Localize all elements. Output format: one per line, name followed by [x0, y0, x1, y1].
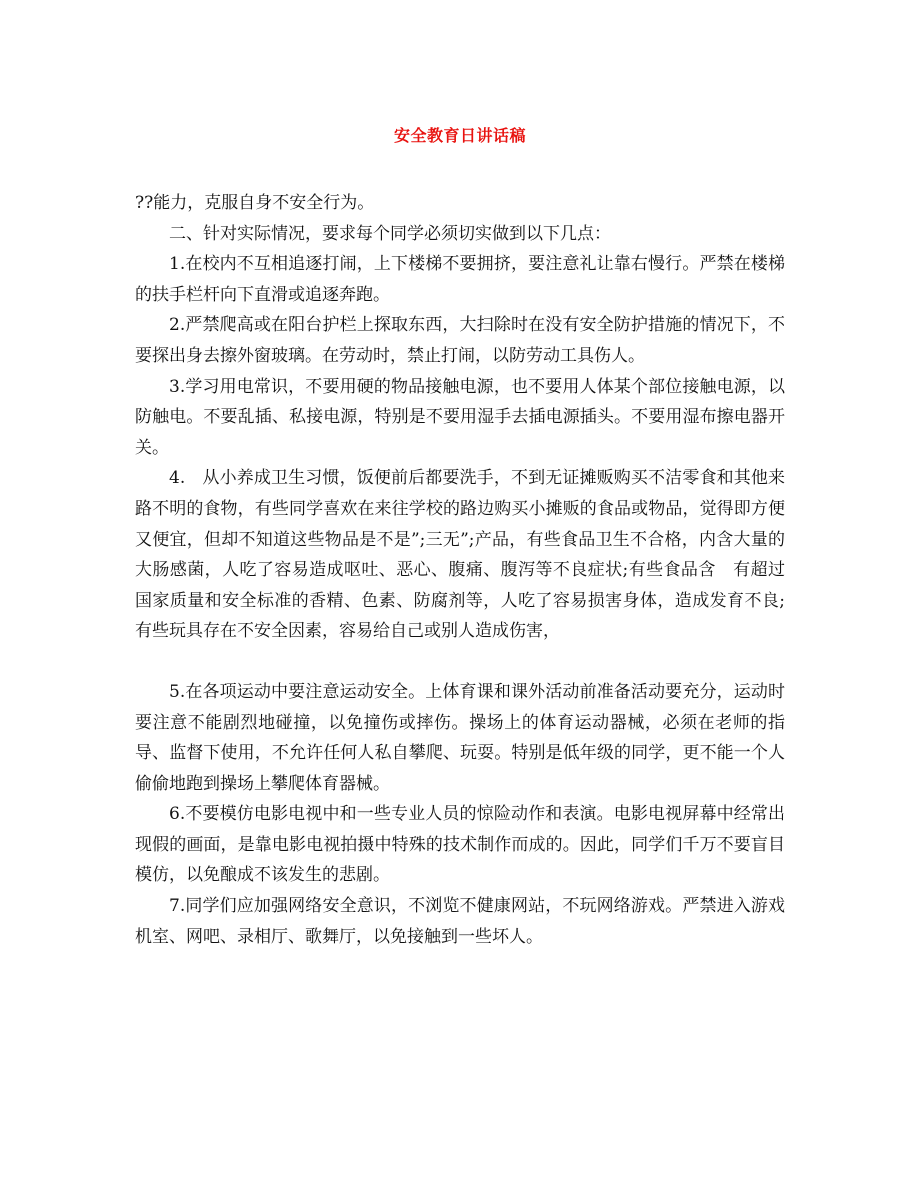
paragraph-item-6: 6.不要模仿电影电视中和一些专业人员的惊险动作和表演。电影电视屏幕中经常出现假的画面，是靠电影电视拍摄中特殊的技术制作而成的。因此，同学们千万不要盲目模仿，以免酿成不该发生的悲剧。: [135, 804, 785, 886]
paragraph-item-7: 7.同学们应加强网络安全意识，不浏览不健康网站，不玩网络游戏。严禁进入游戏机室、网吧、录相厅、歌舞厅，以免接触到一些坏人。: [135, 896, 785, 947]
paragraph-item-1: 1.在校内不互相追逐打闹，上下楼梯不要拥挤，要注意礼让靠右慢行。严禁在楼梯的扶手栏杆向下直滑或追逐奔跑。: [135, 254, 785, 305]
paragraph-intro: ??能力，克服自身不安全行为。: [135, 193, 375, 213]
paragraph-item-3: 3.学习用电常识，不要用硬的物品接触电源，也不要用人体某个部位接触电源，以防触电。不要乱插、私接电源，特别是不要用湿手去插电源插头。不要用湿布擦电器开关。: [135, 376, 785, 458]
paragraph-item-5: 5.在各项运动中要注意运动安全。上体育课和课外活动前准备活动要充分，运动时要注意不能剧烈地碰撞，以免撞伤或摔伤。操场上的体育运动器械，必须在老师的指导、监督下使用，不允许任何人私自攀爬、玩耍。特别是低年级的同学，更不能一个人偷偷地跑到操场上攀爬体育器械。: [135, 681, 785, 794]
document-title: 安全教育日讲话稿: [393, 126, 526, 145]
paragraph-section-heading: 二、针对实际情况，要求每个同学必须切实做到以下几点：: [169, 223, 611, 244]
document-body: [135, 188, 802, 952]
paragraph-item-2: 2.严禁爬高或在阳台护栏上探取东西，大扫除时在没有安全防护措施的情况下，不要探出身去擦外窗玻璃。在劳动时，禁止打闹，以防劳动工具伤人。: [135, 315, 785, 366]
paragraph-item-4: 4. 从小养成卫生习惯，饭便前后都要洗手，不到无证摊贩购买不洁零食和其他来路不明的食物，有些同学喜欢在来往学校的路边购买小摊贩的食品或物品，觉得即方便 又便宜，但却不知道这些物品是不是”;三无”;产品，有些食品卫生不合格，内含大量的大肠感菌，人吃了容易造成呕吐、恶心、腹痛、腹泻等不良症状;有些食品含 有超过国家质量和安全标准的香精、色素、防腐剂等，人吃了容易损害身体，造成发育不良;有些玩具存在不安全因素，容易给自己或别人造成伤害，: [135, 468, 802, 642]
